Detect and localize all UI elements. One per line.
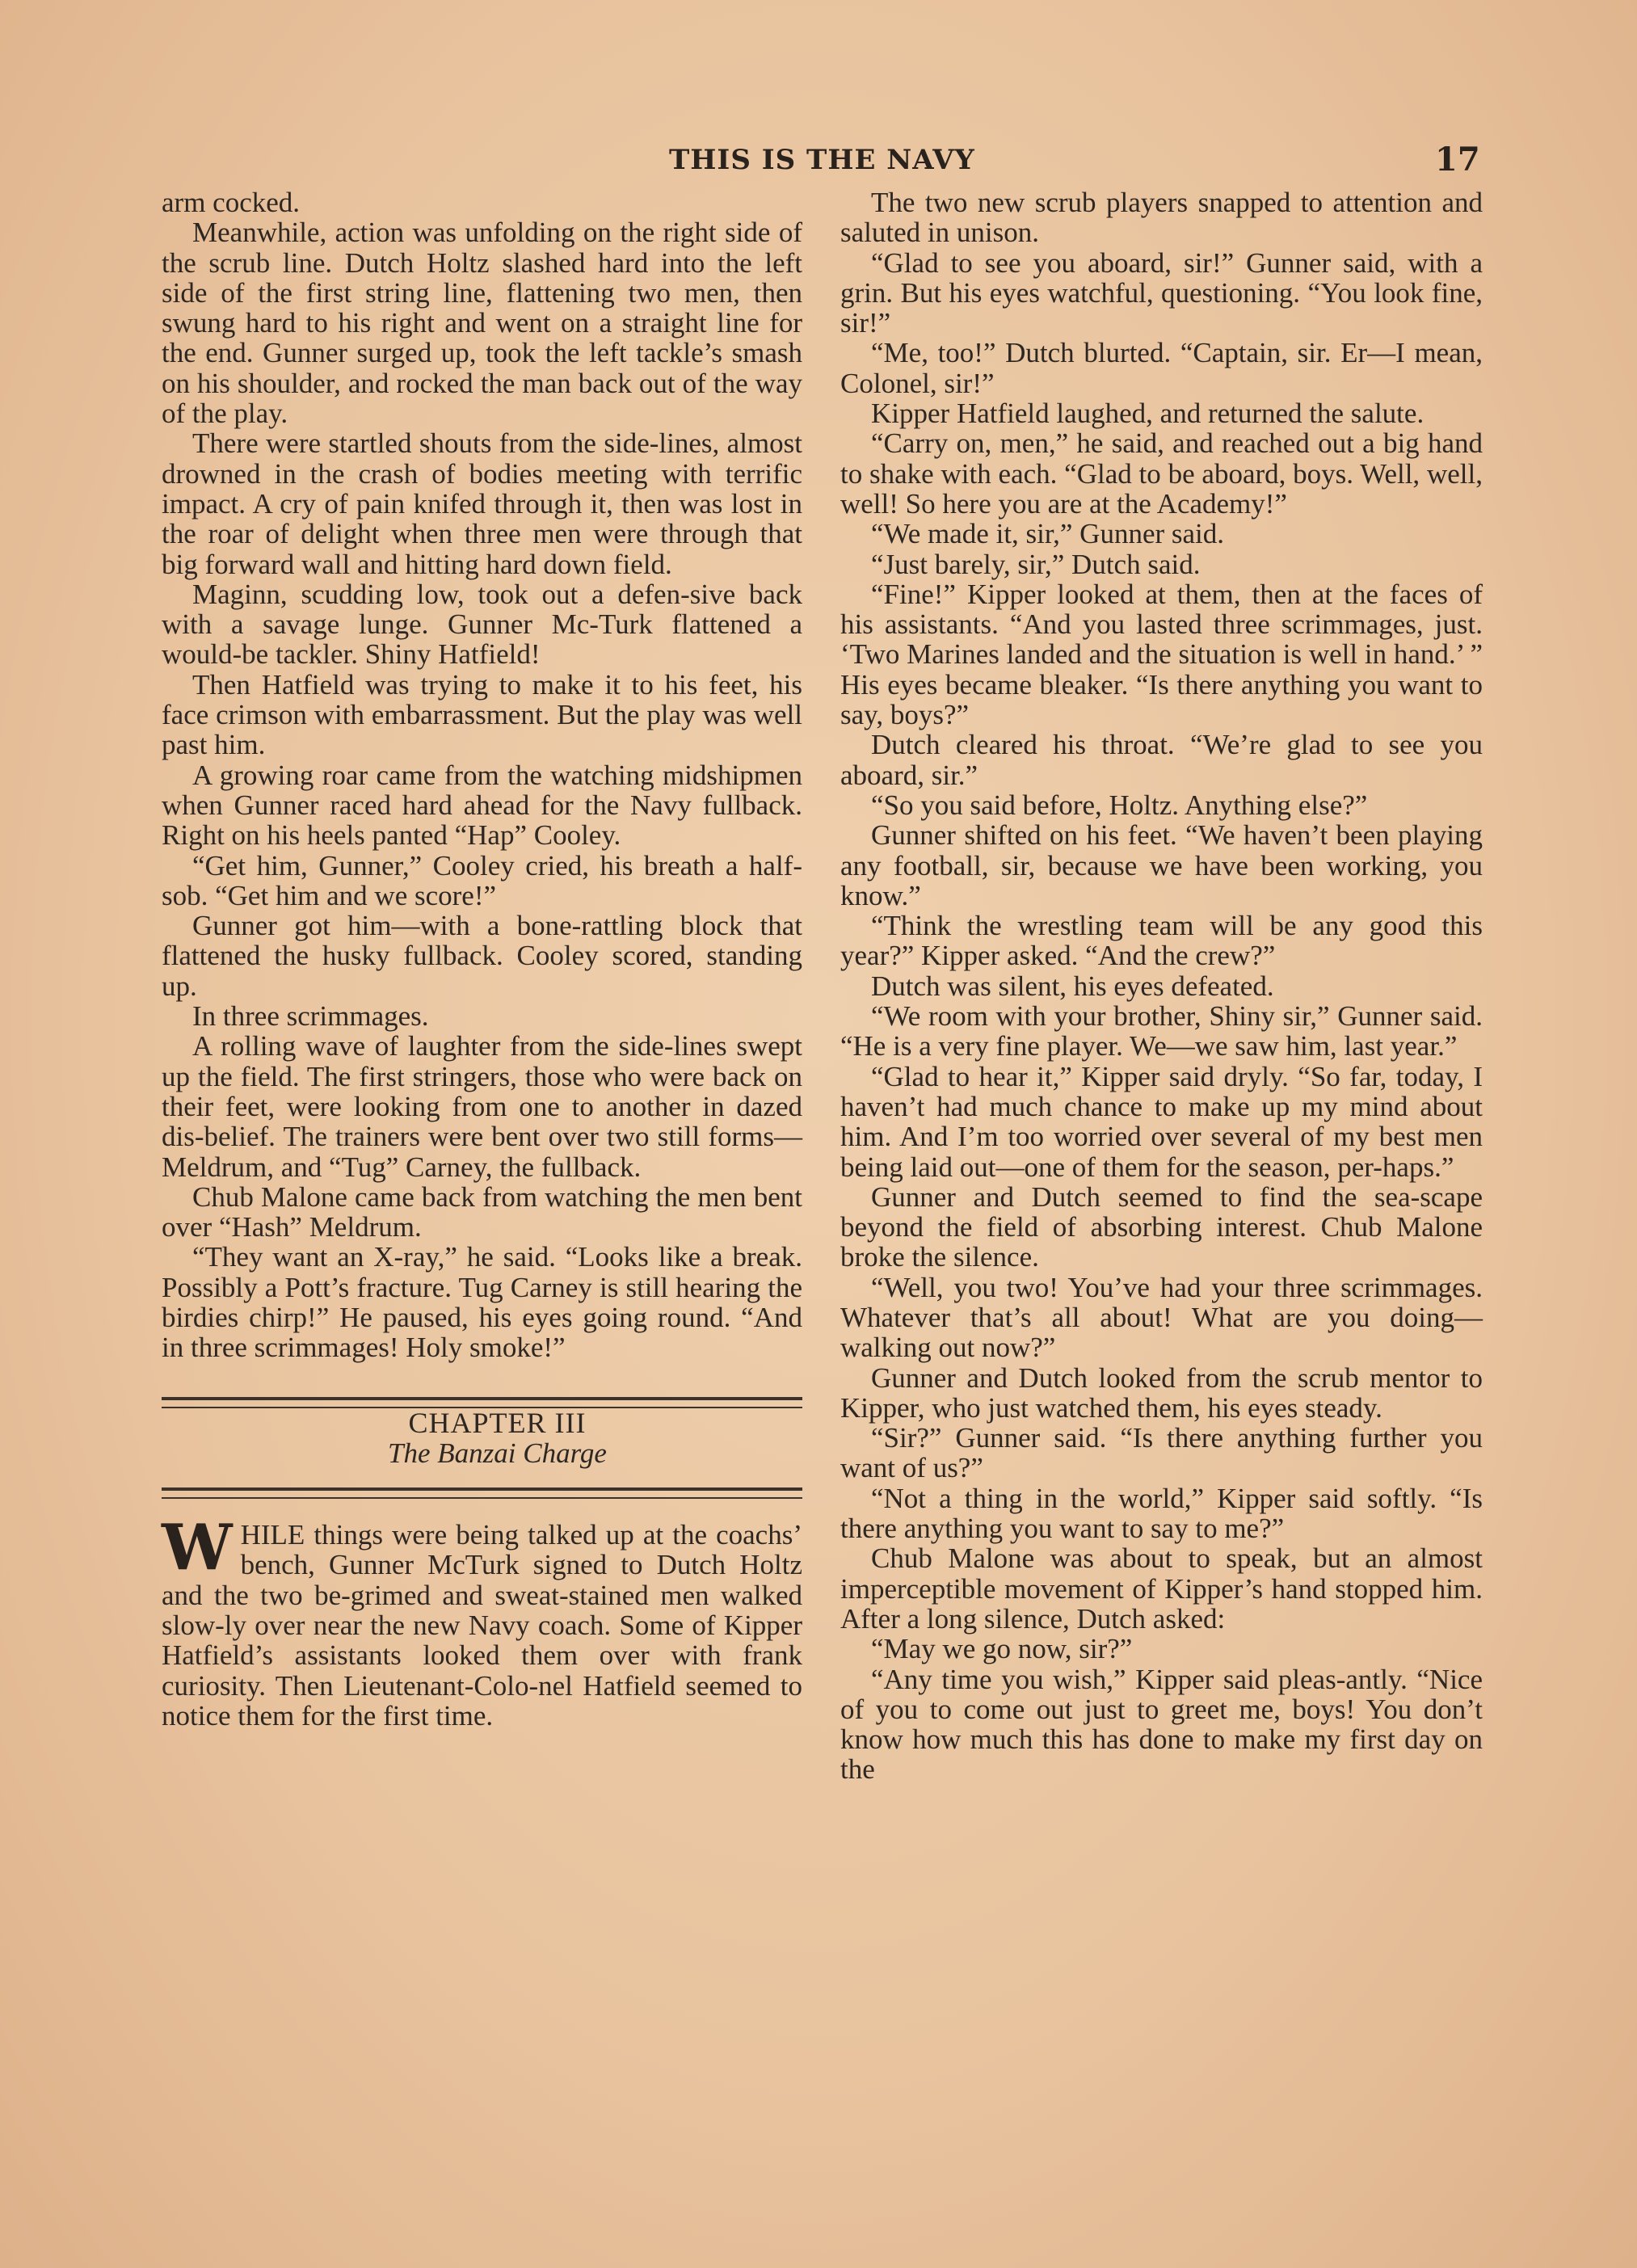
body-paragraph: “Carry on, men,” he said, and reached out a big hand to shake with each. “Glad to be aboard, boys. Well, well, well! So here you are at the Academy!” bbox=[840, 427, 1483, 520]
body-paragraph: “They want an X-ray,” he said. “Looks like a break. Possibly a Pott’s fracture. Tug Carney is still hearing the birdies chirp!” He paused, his eyes going round. “And in three scrimmages! Holy smoke!” bbox=[162, 1241, 802, 1364]
body-paragraph: “Not a thing in the world,” Kipper said softly. “Is there anything you want to say to me?” bbox=[840, 1482, 1483, 1545]
body-paragraph: “Me, too!” Dutch blurted. “Captain, sir. Er—I mean, Colonel, sir!” bbox=[840, 337, 1483, 399]
page-number: 17 bbox=[1435, 141, 1480, 179]
body-paragraph: Dutch cleared his throat. “We’re glad to see you aboard, sir.” bbox=[840, 729, 1483, 791]
body-paragraph: Gunner and Dutch seemed to find the sea-scape beyond the field of absorbing interest. Chub Malone broke the silence. bbox=[840, 1180, 1483, 1273]
body-paragraph: “We room with your brother, Shiny sir,” Gunner said. “He is a very fine player. We—we saw him, last year.” bbox=[840, 1000, 1483, 1062]
body-paragraph: There were startled shouts from the side-lines, almost drowned in the crash of bodies meeting with terrific impact. A cry of pain knifed through it, then was lost in the roar of delight when three men were through that big forward wall and hitting hard down field. bbox=[162, 427, 802, 580]
left-column bbox=[162, 187, 802, 1731]
chapter-opening-paragraph bbox=[162, 1511, 802, 1732]
body-paragraph: In three scrimmages. bbox=[192, 1000, 429, 1033]
body-paragraph: Meanwhile, action was unfolding on the right side of the scrub line. Dutch Holtz slashed hard into the left side of the first string line, flattening two men, then swung hard to his right and went on a straight line for the end. Gunner surged up, took the left tackle’s smash on his shoulder, and rocked the man back out of the way of the play. bbox=[162, 217, 802, 430]
body-paragraph: arm cocked. bbox=[162, 187, 301, 218]
drop-cap: W bbox=[162, 1511, 233, 1585]
running-title: THIS IS THE NAVY bbox=[669, 144, 975, 176]
chapter-title: The Banzai Charge bbox=[388, 1437, 607, 1469]
body-paragraph: A rolling wave of laughter from the side-lines swept up the field. The first stringers, those who were back on their feet, were looking from one to another in dazed dis-belief. The trainers were bent over two still forms—Meldrum, and “Tug” Carney, the fullback. bbox=[162, 1030, 802, 1183]
body-paragraph: Dutch was silent, his eyes defeated. bbox=[871, 970, 1274, 1002]
chapter-opening-text: HILE things were being talked up at the coachs’ bench, Gunner McTurk signed to Dutch Holtz and the two be-grimed and sweat-stained men walked slow-ly over near the new Navy coach. Some of Kipper Hatfield’s assistants looked them over with frank curiosity. Then Lieutenant-Colo-nel Hatfield seemed to notice them for the first time. bbox=[162, 1519, 802, 1732]
body-paragraph: “Sir?” Gunner said. “Is there anything further you want of us?” bbox=[840, 1422, 1483, 1484]
page-header bbox=[0, 141, 1637, 192]
body-paragraph: Kipper Hatfield laughed, and returned the salute. bbox=[871, 398, 1424, 430]
body-paragraph: “May we go now, sir?” bbox=[871, 1633, 1133, 1665]
body-paragraph: Gunner and Dutch looked from the scrub mentor to Kipper, who just watched them, his eyes steady. bbox=[840, 1361, 1483, 1424]
body-paragraph: Maginn, scudding low, took out a defen-sive back with a savage lunge. Gunner Mc-Turk flattened a would-be tackler. Shiny Hatfield! bbox=[162, 578, 802, 671]
body-paragraph: “Think the wrestling team will be any good this year?” Kipper asked. “And the crew?” bbox=[840, 910, 1483, 972]
body-paragraph: “We made it, sir,” Gunner said. bbox=[871, 518, 1225, 550]
body-paragraph: “Well, you two! You’ve had your three scrimmages. Whatever that’s all about! What are you doing—walking out now?” bbox=[840, 1271, 1483, 1364]
body-paragraph: Gunner shifted on his feet. “We haven’t been playing any football, sir, because we have been working, you know.” bbox=[840, 819, 1483, 911]
body-paragraph: “So you said before, Holtz. Anything else?” bbox=[871, 789, 1368, 821]
left-column-text bbox=[162, 187, 802, 1363]
body-paragraph: “Any time you wish,” Kipper said pleas-antly. “Nice of you to come out just to greet me, boys! You don’t know how much this has done to make my first day on the bbox=[840, 1663, 1483, 1786]
body-paragraph: “Just barely, sir,” Dutch said. bbox=[871, 548, 1201, 580]
body-paragraph: Chub Malone was about to speak, but an almost imperceptible movement of Kipper’s hand stopped him. After a long silence, Dutch asked: bbox=[840, 1542, 1483, 1635]
body-paragraph: “Fine!” Kipper looked at them, then at the faces of his assistants. “And you lasted three scrimmages, just. ‘Two Marines landed and the situation is well in hand.’ ” His eyes became bleaker. “Is there anything you want to say, boys?” bbox=[840, 578, 1483, 731]
body-paragraph: Chub Malone came back from watching the men bent over “Hash” Meldrum. bbox=[162, 1180, 802, 1243]
body-paragraph: Then Hatfield was trying to make it to his feet, his face crimson with embarrassment. But the play was well past him. bbox=[162, 668, 802, 761]
right-column bbox=[840, 187, 1483, 1785]
body-paragraph: A growing roar came from the watching midshipmen when Gunner raced hard ahead for the Navy fullback. Right on his heels panted “Hap” Cooley. bbox=[162, 759, 802, 852]
body-paragraph: The two new scrub players snapped to attention and saluted in unison. bbox=[840, 187, 1483, 249]
body-paragraph: “Glad to hear it,” Kipper said dryly. “So far, today, I haven’t had much chance to make up my mind about him. And I’m too worried over several of my best men being laid out—one of them for the season, per-haps.” bbox=[840, 1060, 1483, 1183]
chapter-bottom-rule bbox=[162, 1487, 802, 1499]
body-paragraph: Gunner got him—with a bone-rattling block that flattened the husky fullback. Cooley scored, standing up. bbox=[162, 910, 802, 1002]
body-paragraph: “Glad to see you aboard, sir!” Gunner said, with a grin. But his eyes watchful, questioning. “You look fine, sir!” bbox=[840, 246, 1483, 339]
chapter-number: CHAPTER III bbox=[408, 1406, 587, 1439]
body-paragraph: “Get him, Gunner,” Cooley cried, his breath a half-sob. “Get him and we score!” bbox=[162, 849, 802, 911]
